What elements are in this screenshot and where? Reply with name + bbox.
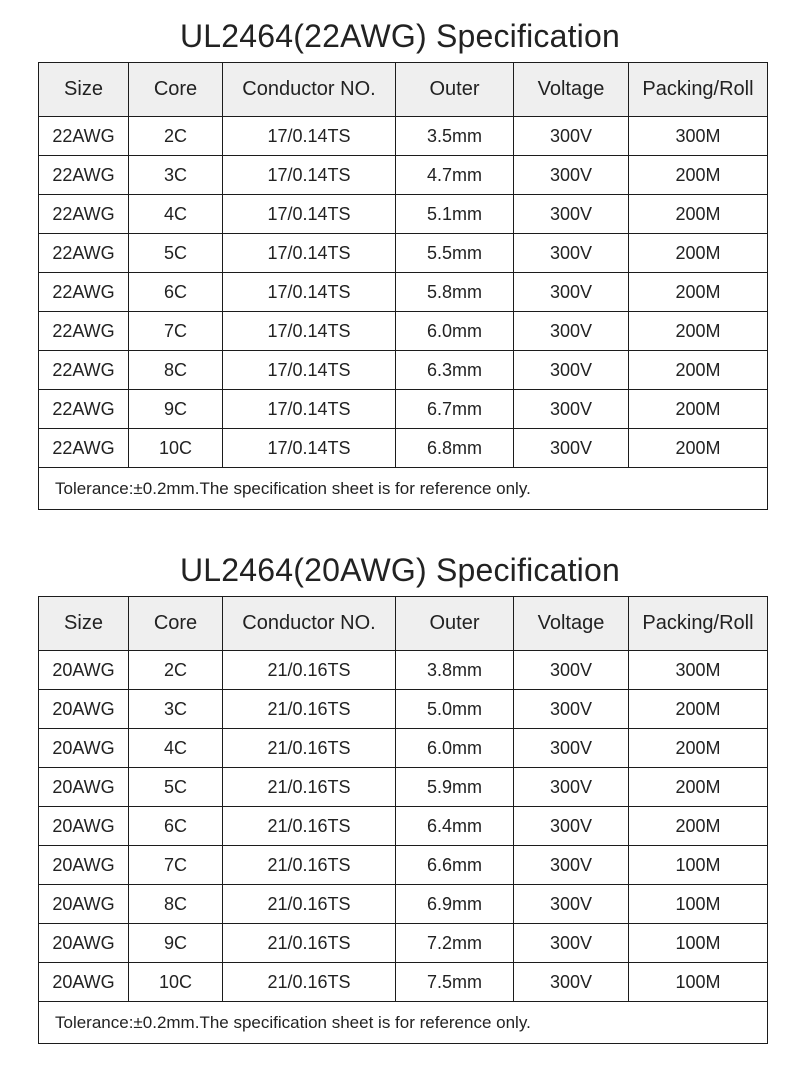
cell-core: 7C (129, 846, 223, 885)
cell-packing-roll: 200M (629, 768, 768, 807)
cell-packing-roll: 200M (629, 273, 768, 312)
cell-outer: 6.7mm (396, 390, 514, 429)
spec-table-22awg (38, 62, 768, 510)
column-header-size: Size (39, 63, 129, 117)
cell-core: 4C (129, 195, 223, 234)
cell-outer: 7.5mm (396, 963, 514, 1002)
cell-size: 20AWG (39, 885, 129, 924)
column-header-outer: Outer (396, 597, 514, 651)
column-header-core: Core (129, 63, 223, 117)
spec-table-20awg (38, 596, 768, 1044)
cell-size: 22AWG (39, 312, 129, 351)
cell-core: 10C (129, 963, 223, 1002)
cell-conductor-no: 17/0.14TS (223, 429, 396, 468)
cell-conductor-no: 17/0.14TS (223, 312, 396, 351)
table-row (39, 117, 768, 156)
table-row (39, 390, 768, 429)
cell-voltage: 300V (514, 195, 629, 234)
cell-core: 2C (129, 117, 223, 156)
cell-packing-roll: 200M (629, 390, 768, 429)
column-header-voltage: Voltage (514, 597, 629, 651)
cell-voltage: 300V (514, 390, 629, 429)
cell-core: 10C (129, 429, 223, 468)
cell-core: 5C (129, 768, 223, 807)
cell-packing-roll: 200M (629, 156, 768, 195)
cell-conductor-no: 17/0.14TS (223, 195, 396, 234)
cell-outer: 5.0mm (396, 690, 514, 729)
cell-conductor-no: 21/0.16TS (223, 846, 396, 885)
table-row (39, 351, 768, 390)
cell-voltage: 300V (514, 807, 629, 846)
cell-packing-roll: 300M (629, 117, 768, 156)
cell-voltage: 300V (514, 234, 629, 273)
cell-conductor-no: 21/0.16TS (223, 729, 396, 768)
table-row (39, 312, 768, 351)
cell-outer: 3.8mm (396, 651, 514, 690)
cell-core: 4C (129, 729, 223, 768)
cell-packing-roll: 100M (629, 924, 768, 963)
cell-size: 22AWG (39, 156, 129, 195)
table-row (39, 156, 768, 195)
cell-outer: 6.0mm (396, 729, 514, 768)
cell-outer: 5.1mm (396, 195, 514, 234)
cell-size: 20AWG (39, 729, 129, 768)
header-row (39, 63, 768, 117)
table-row (39, 429, 768, 468)
cell-conductor-no: 17/0.14TS (223, 390, 396, 429)
cell-core: 3C (129, 690, 223, 729)
cell-core: 8C (129, 885, 223, 924)
cell-size: 20AWG (39, 807, 129, 846)
cell-size: 20AWG (39, 846, 129, 885)
table-row (39, 195, 768, 234)
cell-packing-roll: 200M (629, 429, 768, 468)
cell-voltage: 300V (514, 729, 629, 768)
column-header-core: Core (129, 597, 223, 651)
table-row (39, 885, 768, 924)
cell-core: 6C (129, 273, 223, 312)
spec-title-20awg: UL2464(20AWG) Specification (180, 552, 620, 588)
cell-outer: 6.6mm (396, 846, 514, 885)
cell-outer: 6.8mm (396, 429, 514, 468)
table-row (39, 924, 768, 963)
cell-core: 9C (129, 924, 223, 963)
cell-size: 20AWG (39, 963, 129, 1002)
cell-size: 22AWG (39, 351, 129, 390)
cell-core: 3C (129, 156, 223, 195)
cell-outer: 4.7mm (396, 156, 514, 195)
table-row (39, 846, 768, 885)
cell-size: 20AWG (39, 651, 129, 690)
cell-core: 2C (129, 651, 223, 690)
cell-voltage: 300V (514, 312, 629, 351)
cell-conductor-no: 17/0.14TS (223, 156, 396, 195)
cell-outer: 5.9mm (396, 768, 514, 807)
cell-core: 9C (129, 390, 223, 429)
cell-voltage: 300V (514, 117, 629, 156)
table-row (39, 273, 768, 312)
column-header-outer: Outer (396, 63, 514, 117)
cell-size: 22AWG (39, 117, 129, 156)
cell-core: 5C (129, 234, 223, 273)
cell-conductor-no: 21/0.16TS (223, 885, 396, 924)
column-header-size: Size (39, 597, 129, 651)
cell-packing-roll: 100M (629, 846, 768, 885)
cell-outer: 6.3mm (396, 351, 514, 390)
cell-voltage: 300V (514, 429, 629, 468)
cell-conductor-no: 17/0.14TS (223, 273, 396, 312)
cell-voltage: 300V (514, 885, 629, 924)
cell-conductor-no: 21/0.16TS (223, 924, 396, 963)
table-row (39, 690, 768, 729)
cell-packing-roll: 200M (629, 312, 768, 351)
cell-outer: 3.5mm (396, 117, 514, 156)
column-header-conductor-no: Conductor NO. (223, 597, 396, 651)
column-header-packing-roll: Packing/Roll (629, 63, 768, 117)
cell-voltage: 300V (514, 651, 629, 690)
cell-core: 7C (129, 312, 223, 351)
cell-packing-roll: 200M (629, 690, 768, 729)
cell-conductor-no: 21/0.16TS (223, 768, 396, 807)
cell-size: 22AWG (39, 234, 129, 273)
cell-size: 22AWG (39, 429, 129, 468)
cell-outer: 7.2mm (396, 924, 514, 963)
cell-conductor-no: 17/0.14TS (223, 117, 396, 156)
tolerance-note-row (39, 468, 768, 510)
table-row (39, 768, 768, 807)
cell-packing-roll: 200M (629, 234, 768, 273)
cell-conductor-no: 17/0.14TS (223, 234, 396, 273)
cell-packing-roll: 200M (629, 729, 768, 768)
cell-outer: 6.0mm (396, 312, 514, 351)
cell-outer: 5.5mm (396, 234, 514, 273)
table-row (39, 651, 768, 690)
cell-conductor-no: 21/0.16TS (223, 690, 396, 729)
cell-outer: 6.4mm (396, 807, 514, 846)
cell-packing-roll: 300M (629, 651, 768, 690)
cell-size: 22AWG (39, 390, 129, 429)
cell-voltage: 300V (514, 768, 629, 807)
cell-size: 20AWG (39, 924, 129, 963)
cell-core: 6C (129, 807, 223, 846)
column-header-voltage: Voltage (514, 63, 629, 117)
cell-packing-roll: 100M (629, 963, 768, 1002)
cell-conductor-no: 21/0.16TS (223, 651, 396, 690)
tolerance-note: Tolerance:±0.2mm.The specification sheet is for reference only. (39, 1002, 768, 1044)
cell-packing-roll: 100M (629, 885, 768, 924)
cell-size: 22AWG (39, 273, 129, 312)
cell-packing-roll: 200M (629, 807, 768, 846)
table-row (39, 234, 768, 273)
cell-outer: 5.8mm (396, 273, 514, 312)
cell-voltage: 300V (514, 273, 629, 312)
cell-packing-roll: 200M (629, 351, 768, 390)
column-header-packing-roll: Packing/Roll (629, 597, 768, 651)
cell-size: 20AWG (39, 768, 129, 807)
tolerance-note-row (39, 1002, 768, 1044)
table-row (39, 963, 768, 1002)
cell-voltage: 300V (514, 156, 629, 195)
cell-conductor-no: 21/0.16TS (223, 807, 396, 846)
cell-conductor-no: 21/0.16TS (223, 963, 396, 1002)
cell-core: 8C (129, 351, 223, 390)
spec-title-22awg: UL2464(22AWG) Specification (180, 18, 620, 54)
cell-packing-roll: 200M (629, 195, 768, 234)
table-row (39, 807, 768, 846)
tolerance-note: Tolerance:±0.2mm.The specification sheet is for reference only. (39, 468, 768, 510)
column-header-conductor-no: Conductor NO. (223, 63, 396, 117)
cell-voltage: 300V (514, 351, 629, 390)
cell-voltage: 300V (514, 924, 629, 963)
cell-outer: 6.9mm (396, 885, 514, 924)
cell-voltage: 300V (514, 846, 629, 885)
table-row (39, 729, 768, 768)
cell-conductor-no: 17/0.14TS (223, 351, 396, 390)
header-row (39, 597, 768, 651)
cell-voltage: 300V (514, 963, 629, 1002)
cell-voltage: 300V (514, 690, 629, 729)
cell-size: 20AWG (39, 690, 129, 729)
cell-size: 22AWG (39, 195, 129, 234)
